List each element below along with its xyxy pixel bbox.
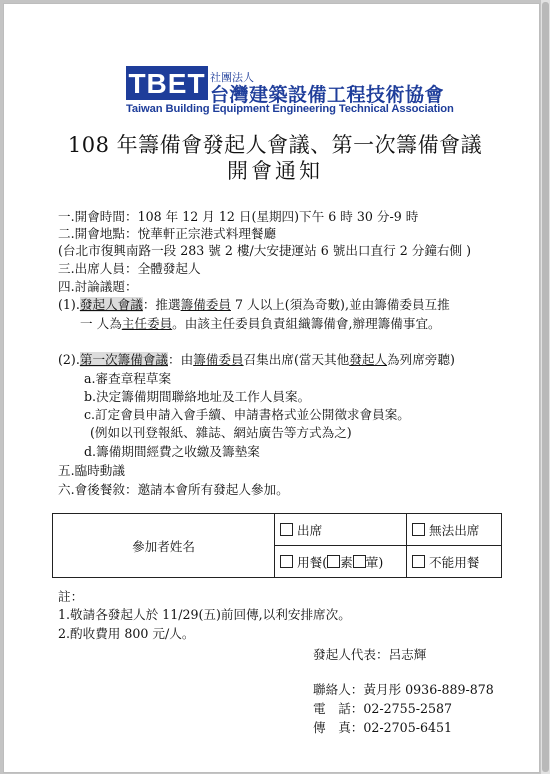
- contact-person: 聯絡人：黃月彤 0936-889-878: [313, 682, 494, 697]
- fax: 傳 真：02-2705-6451: [313, 720, 453, 735]
- attend-option[interactable]: [275, 514, 407, 546]
- agenda-item-d: d.籌備期間經費之收繳及籌墊案: [84, 444, 260, 459]
- no-meal-checkbox[interactable]: [412, 555, 425, 568]
- no-meal-option[interactable]: [407, 546, 502, 578]
- logo-org-type: 社團法人: [210, 71, 254, 84]
- note-1: 1.敬請各發起人於 11/29(五)前回傳,以利安排席次。: [58, 607, 351, 622]
- absent-checkbox[interactable]: [412, 523, 425, 536]
- topic-1-cont: 一 人為主任委員。由該主任委員負責組織籌備會,辦理籌備事宜。: [80, 316, 441, 331]
- meeting-venue: 二.開會地點：悅華軒正宗港式料理餐廳: [58, 226, 277, 241]
- attendees: 三.出席人員：全體發起人: [58, 261, 201, 276]
- telephone: 電 話：02-2755-2587: [313, 701, 453, 716]
- no-meal-label: 不能用餐: [429, 555, 480, 570]
- logo-english-name: Taiwan Building Equipment Engineering Technical Association: [126, 103, 454, 115]
- logo-mark-text: TBET: [128, 68, 206, 99]
- discussion-topics: 四.討論議題：: [58, 279, 138, 294]
- meal-label: 用餐(: [297, 555, 328, 570]
- agenda-item-a: a.審查章程草案: [84, 371, 172, 386]
- extempore-motion: 五.臨時動議: [58, 463, 125, 478]
- topic-2: (2).第一次籌備會議：由籌備委員召集出席(當天其他發起人為列席旁聽): [58, 352, 455, 367]
- document-subtitle: 開會通知: [227, 159, 323, 183]
- agenda-item-c: c.訂定會員申請入會手續、申請書格式並公開徵求會員案。: [84, 407, 410, 422]
- meeting-time: 一.開會時間：108 年 12 月 12 日(星期四)下午 6 時 30 分-9 時: [58, 209, 419, 224]
- venue-address: (台北市復興南路一段 283 號 2 樓/大安捷運站 6 號出口直行 2 分鐘右側 ): [58, 243, 472, 258]
- veg-checkbox[interactable]: [327, 555, 340, 568]
- notes-heading: 註：: [58, 589, 84, 604]
- meat-checkbox[interactable]: [353, 555, 366, 568]
- scrollbar-thumb[interactable]: [542, 2, 549, 772]
- absent-option[interactable]: [407, 514, 502, 546]
- tbet-logo-mark: [126, 66, 208, 104]
- association-logo: [126, 66, 454, 120]
- scrollbar[interactable]: [541, 0, 550, 774]
- meal-option[interactable]: [275, 546, 407, 578]
- name-label: 參加者姓名: [53, 514, 275, 578]
- topic-1: (1).發起人會議：推選籌備委員 7 人以上(須為奇數),並由籌備委員互推: [58, 297, 450, 312]
- representative: 發起人代表：呂志輝: [313, 647, 427, 662]
- veg-label: 素: [340, 555, 353, 570]
- after-meeting-dinner: 六.會後餐敘：邀請本會所有發起人參加。: [58, 482, 289, 497]
- agenda-item-b: b.決定籌備期間聯絡地址及工作人員案。: [84, 389, 311, 404]
- attend-label: 出席: [297, 523, 323, 538]
- reply-form: [52, 513, 502, 578]
- logo-chinese-name: 台灣建築設備工程技術協會: [210, 84, 445, 106]
- note-2: 2.酌收費用 800 元/人。: [58, 626, 195, 641]
- attend-checkbox[interactable]: [280, 523, 293, 536]
- document-title: 108 年籌備會發起人會議、第一次籌備會議: [67, 133, 483, 157]
- absent-label: 無法出席: [429, 523, 480, 538]
- agenda-item-c-note: (例如以刊登報紙、雜誌、網站廣告等方式為之): [90, 425, 352, 440]
- meat-label: 葷): [365, 555, 384, 570]
- meal-checkbox[interactable]: [280, 555, 293, 568]
